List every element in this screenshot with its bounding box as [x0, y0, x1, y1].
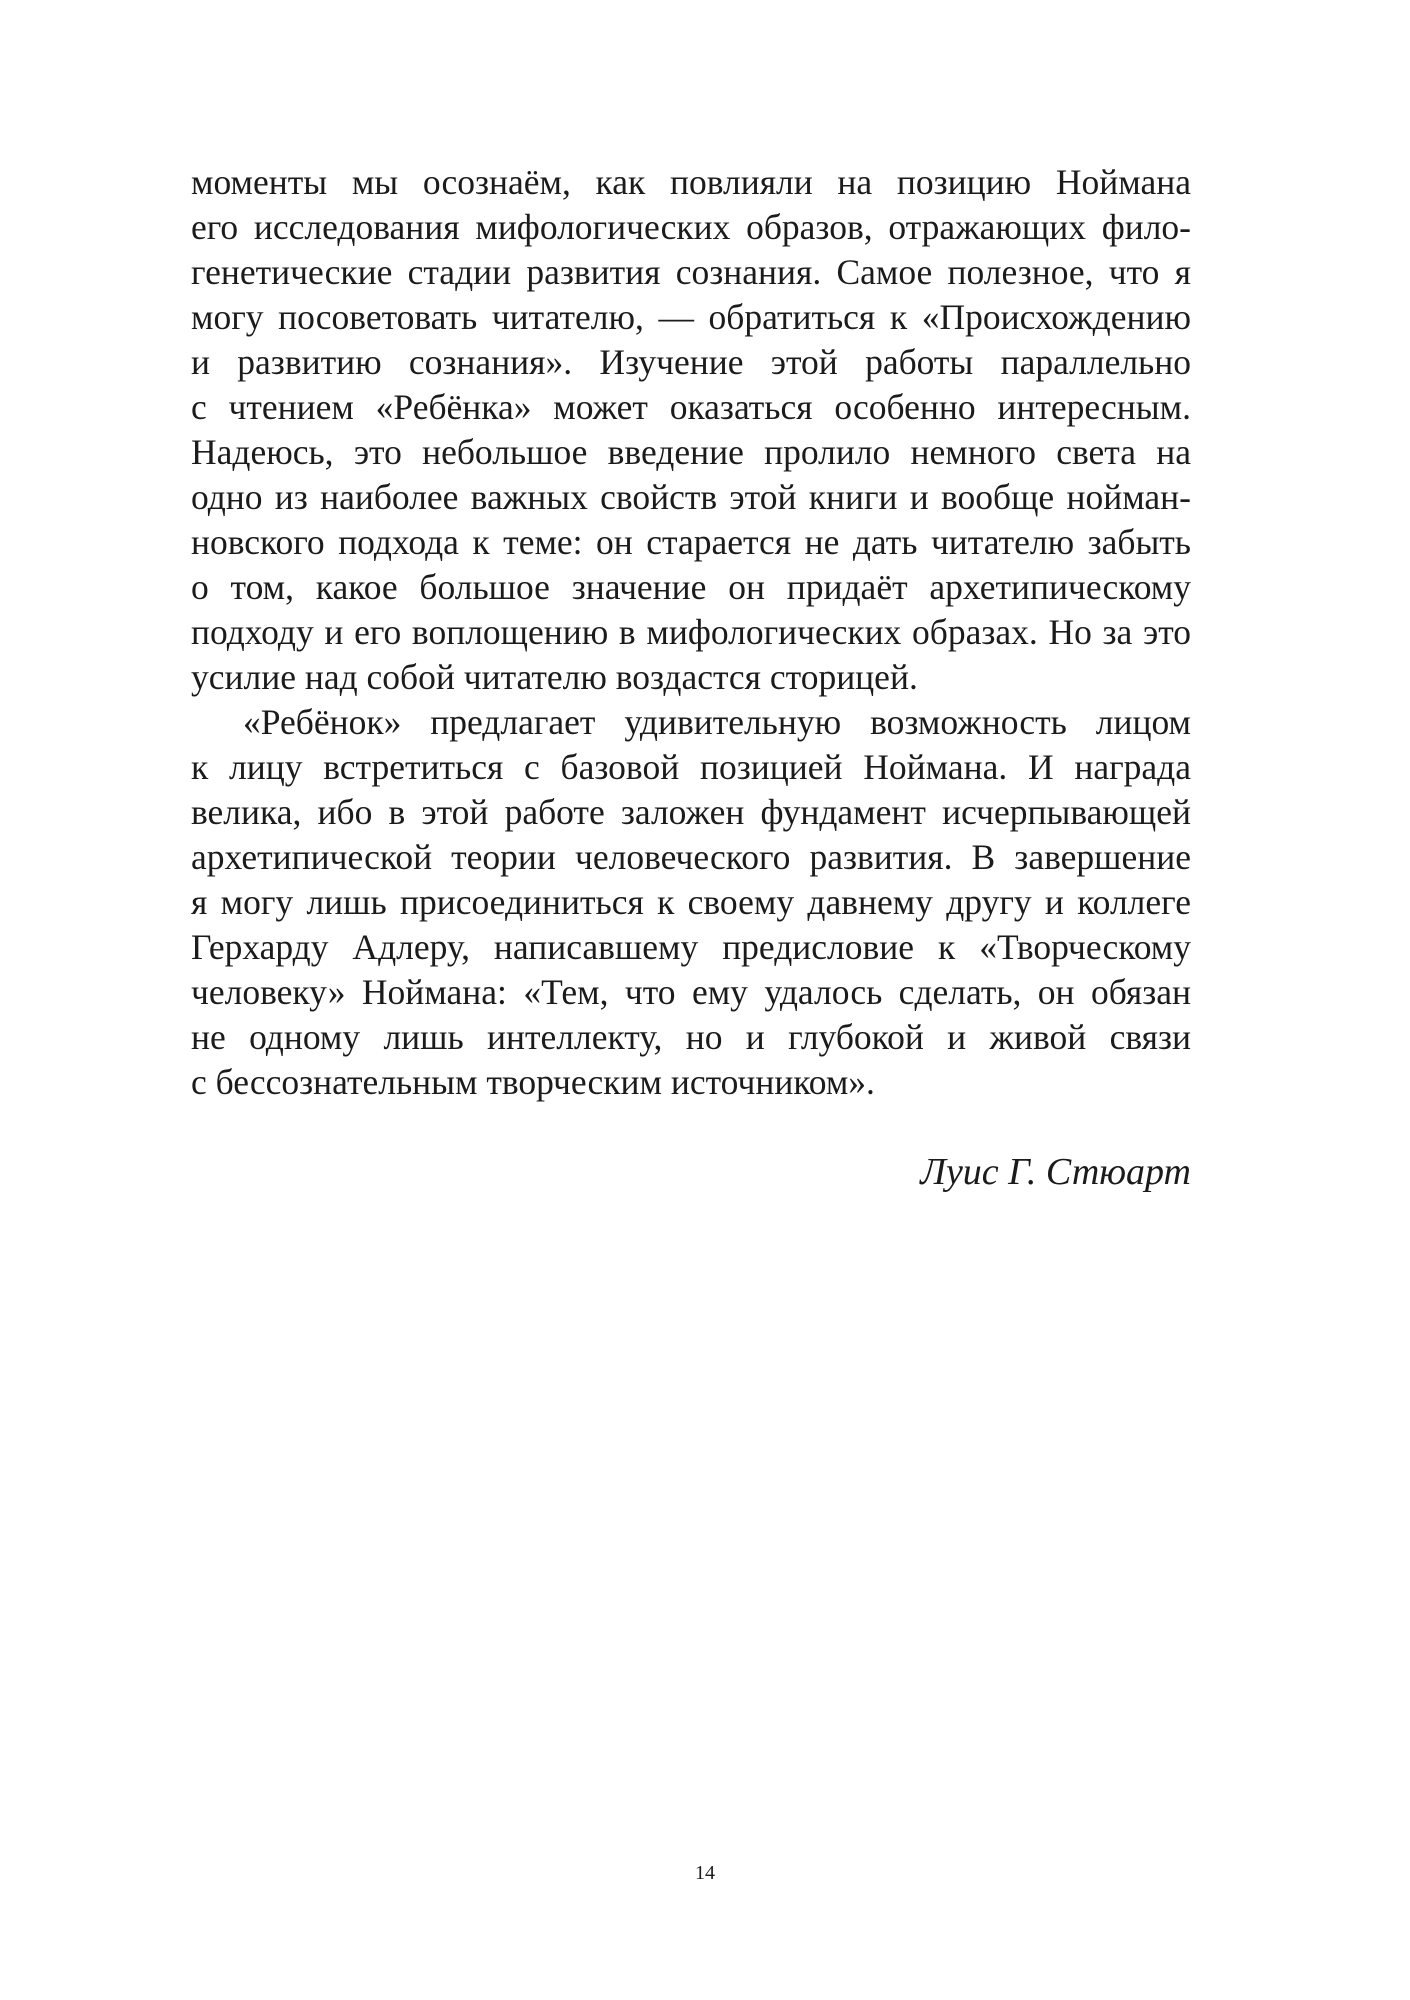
text-line: генетические стадии развития сознания. Самое полезное, что я — [191, 252, 1191, 292]
text-line: и развитию сознания». Изучение этой работы параллельно — [191, 342, 1191, 382]
paragraph-2 — [191, 700, 1191, 1105]
text-line: новского подхода к теме: он старается не дать читателю забыть — [191, 522, 1191, 562]
text-line: с чтением «Ребёнка» может оказаться особенно интересным. — [191, 387, 1191, 427]
text-line: могу посоветовать читателю, — обратиться к «Происхождению — [191, 297, 1191, 337]
page-number: 14 — [695, 1862, 715, 1884]
text-line: к лицу встретиться с базовой позицией Ноймана. И награда — [191, 747, 1191, 787]
text-line: его исследования мифологических образов, отражающих фило- — [191, 207, 1191, 247]
text-line: Надеюсь, это небольшое введение пролило немного света на — [191, 432, 1191, 472]
text-line: «Ребёнок» предлагает удивительную возможность лицом — [243, 702, 1191, 742]
text-line: человеку» Ноймана: «Тем, что ему удалось сделать, он обязан — [191, 972, 1191, 1012]
text-line: подходу и его воплощению в мифологических образах. Но за это — [191, 612, 1191, 652]
body-text — [191, 160, 1191, 1105]
text-line: о том, какое большое значение он придаёт архетипическому — [191, 567, 1191, 607]
text-line: с бессознательным творческим источником». — [191, 1062, 875, 1102]
text-line: не одному лишь интеллекту, но и глубокой и живой связи — [191, 1017, 1191, 1057]
text-line: моменты мы осознаём, как повлияли на позицию Ноймана — [191, 162, 1191, 202]
paragraph-1 — [191, 160, 1191, 700]
text-line: велика, ибо в этой работе заложен фундамент исчерпывающей — [191, 792, 1191, 832]
author-signature: Луис Г. Стюарт — [920, 1151, 1191, 1193]
text-line: Герхарду Адлеру, написавшему предисловие к «Творческому — [191, 927, 1191, 967]
text-line: одно из наиболее важных свойств этой книги и вообще нойман- — [191, 477, 1191, 517]
text-line: архетипической теории человеческого развития. В завершение — [191, 837, 1191, 877]
text-line: усилие над собой читателю воздастся сторицей. — [191, 657, 918, 697]
text-line: я могу лишь присоединиться к своему давнему другу и коллеге — [191, 882, 1191, 922]
